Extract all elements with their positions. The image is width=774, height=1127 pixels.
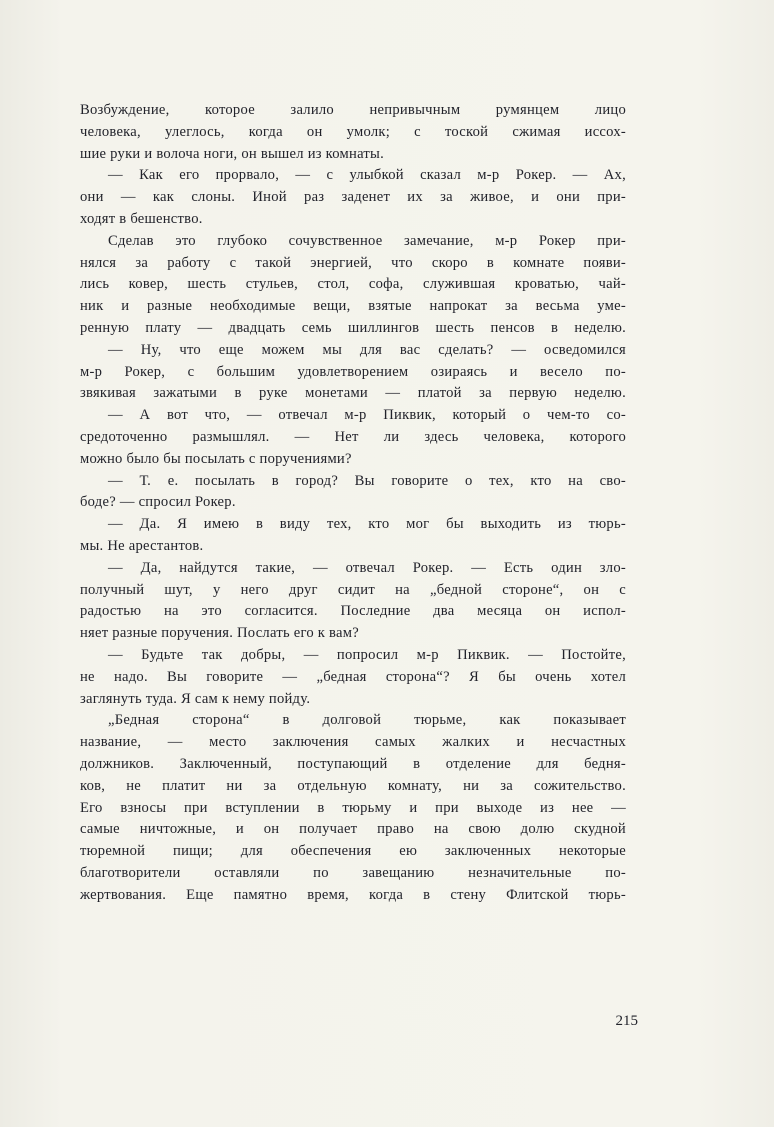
text-line: человека, улеглось, когда он умолк; с тоской сжимая иссох-	[80, 123, 626, 140]
text-line: получный шут, у него друг сидит на „бедной стороне“, он с	[80, 581, 626, 598]
text-line: жертвования. Еще памятно время, когда в стену Флитской тюрь-	[80, 886, 626, 903]
text-line: Сделав это глубоко сочувственное замечание, м-р Рокер при-	[108, 232, 626, 249]
text-line: Возбуждение, которое залило непривычным румянцем лицо	[80, 102, 626, 118]
text-line: ренную плату — двадцать семь шиллингов шесть пенсов в неделю.	[80, 319, 626, 336]
text-line: — Ну, что еще можем мы для вас сделать? — осведомился	[108, 341, 626, 358]
text-line: шие руки и волоча ноги, он вышел из комнаты.	[80, 145, 385, 162]
text-line: средоточенно размышлял. — Нет ли здесь человека, которого	[80, 428, 626, 445]
text-line: можно было бы посылать с поручениями?	[80, 450, 352, 467]
body-text	[80, 100, 626, 906]
text-line: тюремной пищи; для обеспечения ею заключенных некоторые	[80, 843, 626, 860]
text-line: название, — место заключения самых жалких и несчастных	[80, 734, 626, 751]
text-line: звякивая зажатыми в руке монетами — платой за первую неделю.	[80, 385, 626, 402]
page-number: 215	[615, 1013, 638, 1029]
text-line: они — как слоны. Иной раз заденет их за живое, и они при-	[80, 189, 626, 206]
text-line: благотворители оставляли по завещанию незначительные по-	[80, 864, 626, 881]
text-line: боде? — спросил Рокер.	[80, 494, 236, 511]
text-line: лись ковер, шесть стульев, стол, софа, служившая кроватью, чай-	[80, 276, 626, 293]
text-line: „Бедная сторона“ в долговой тюрьме, как показывает	[108, 712, 626, 729]
text-line: — Как его прорвало, — с улыбкой сказал м-р Рокер. — Ах,	[108, 167, 626, 184]
text-line: ков, не платит ни за отдельную комнату, ни за сожительство.	[80, 777, 626, 794]
text-line: ник и разные необходимые вещи, взятые напрокат за весьма уме-	[80, 298, 626, 315]
text-line: — А вот что, — отвечал м-р Пиквик, который о чем-то со-	[108, 407, 626, 424]
text-line: радостью на это согласится. Последние два месяца он испол-	[80, 603, 626, 620]
text-line: ходят в бешенство.	[80, 210, 203, 227]
text-line: самые ничтожные, и он получает право на свою долю скудной	[80, 821, 626, 838]
text-line: должников. Заключенный, поступающий в отделение для бедня-	[80, 755, 626, 772]
text-line: нялся за работу с такой энергией, что скоро в комнате появи-	[80, 254, 626, 271]
text-line: не надо. Вы говорите — „бедная сторона“? Я бы очень хотел	[80, 668, 626, 685]
text-line: заглянуть туда. Я сам к нему пойду.	[80, 690, 311, 707]
text-line: няет разные поручения. Послать его к вам?	[80, 625, 359, 642]
text-line: м-р Рокер, с большим удовлетворением озираясь и весело по-	[80, 363, 626, 380]
text-line: — Т. е. посылать в город? Вы говорите о тех, кто на сво-	[108, 472, 626, 489]
text-line: — Да. Я имею в виду тех, кто мог бы выходить из тюрь-	[108, 516, 626, 533]
text-line: — Будьте так добры, — попросил м-р Пиквик. — Постойте,	[108, 646, 626, 663]
text-line: Его взносы при вступлении в тюрьму и при выходе из нее —	[80, 799, 626, 816]
text-line: — Да, найдутся такие, — отвечал Рокер. — Есть один зло-	[108, 559, 626, 576]
text-line: мы. Не арестантов.	[80, 537, 204, 554]
